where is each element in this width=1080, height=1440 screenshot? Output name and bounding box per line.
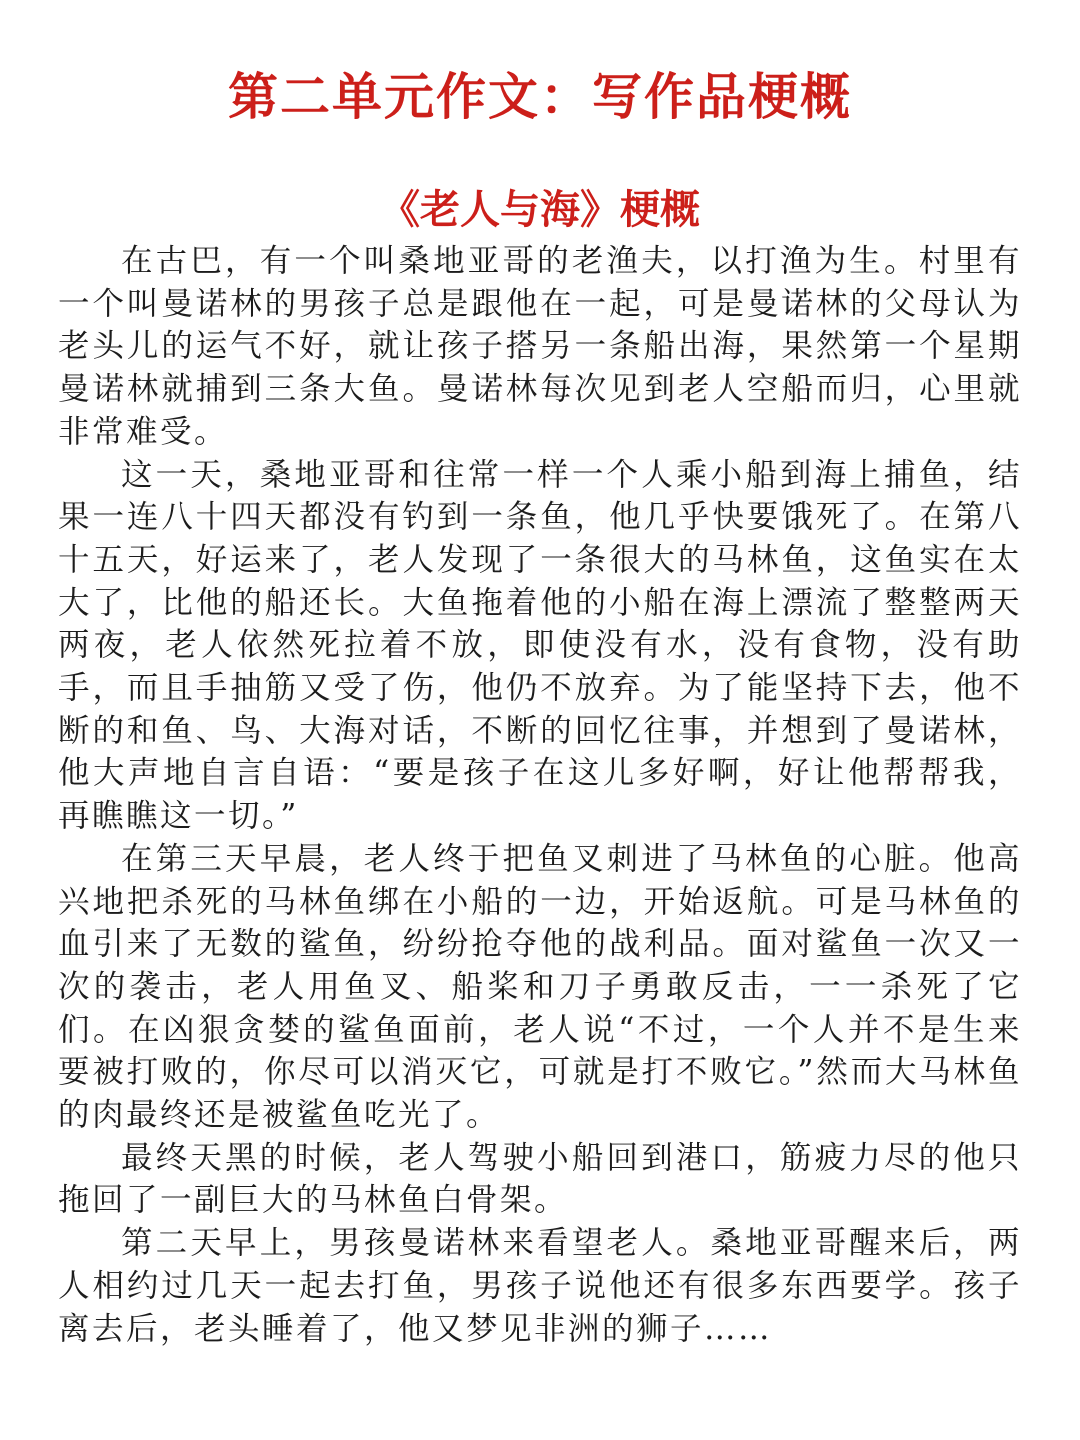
- paragraph-4: 最终天黑的时候，老人驾驶小船回到港口，筋疲力尽的他只拖回了一副巨大的马林鱼白骨架。: [58, 1139, 1022, 1219]
- page-title: 第二单元作文：写作品梗概: [228, 67, 852, 126]
- paragraph-2: 这一天，桑地亚哥和往常一样一个人乘小船到海上捕鱼，结果一连八十四天都没有钓到一条鱼，他几乎快要饿死了。在第八十五天，好运来了，老人发现了一条很大的马林鱼，这鱼实在太大了，比他的船还长。大鱼拖着他的小船在海上漂流了整整两天两夜，老人依然死拉着不放，即使没有水，没有食物，没有助手，而且手抽筋又受了伤，他仍不放弃。为了能坚持下去，他不断的和鱼、鸟、大海对话，不断的回忆往事，并想到了曼诺林，他大声地自言自语：“要是孩子在这儿多好啊，好让他帮帮我，再瞧瞧这一切。”: [58, 456, 1022, 835]
- section-title: 《老人与海》梗概: [380, 186, 700, 233]
- paragraph-1: 在古巴，有一个叫桑地亚哥的老渔夫，以打渔为生。村里有一个叫曼诺林的男孩子总是跟他在一起，可是曼诺林的父母认为老头儿的运气不好，就让孩子搭另一条船出海，果然第一个星期曼诺林就捕到三条大鱼。曼诺林每次见到老人空船而归，心里就非常难受。: [58, 243, 1022, 450]
- body-text: [58, 240, 1022, 1350]
- paragraph-3: 在第三天早晨，老人终于把鱼叉刺进了马林鱼的心脏。他高兴地把杀死的马林鱼绑在小船的一边，开始返航。可是马林鱼的血引来了无数的鲨鱼，纷纷抢夺他的战利品。面对鲨鱼一次又一次的袭击，老人用鱼叉、船桨和刀子勇敢反击，一一杀死了它们。在凶狠贪婪的鲨鱼面前，老人说“不过，一个人并不是生来要被打败的，你尽可以消灭它，可就是打不败它。”然而大马林鱼的肉最终还是被鲨鱼吃光了。: [58, 840, 1022, 1134]
- paragraph-5: 第二天早上，男孩曼诺林来看望老人。桑地亚哥醒来后，两人相约过几天一起去打鱼，男孩子说他还有很多东西要学。孩子离去后，老头睡着了，他又梦见非洲的狮子……: [58, 1225, 1022, 1347]
